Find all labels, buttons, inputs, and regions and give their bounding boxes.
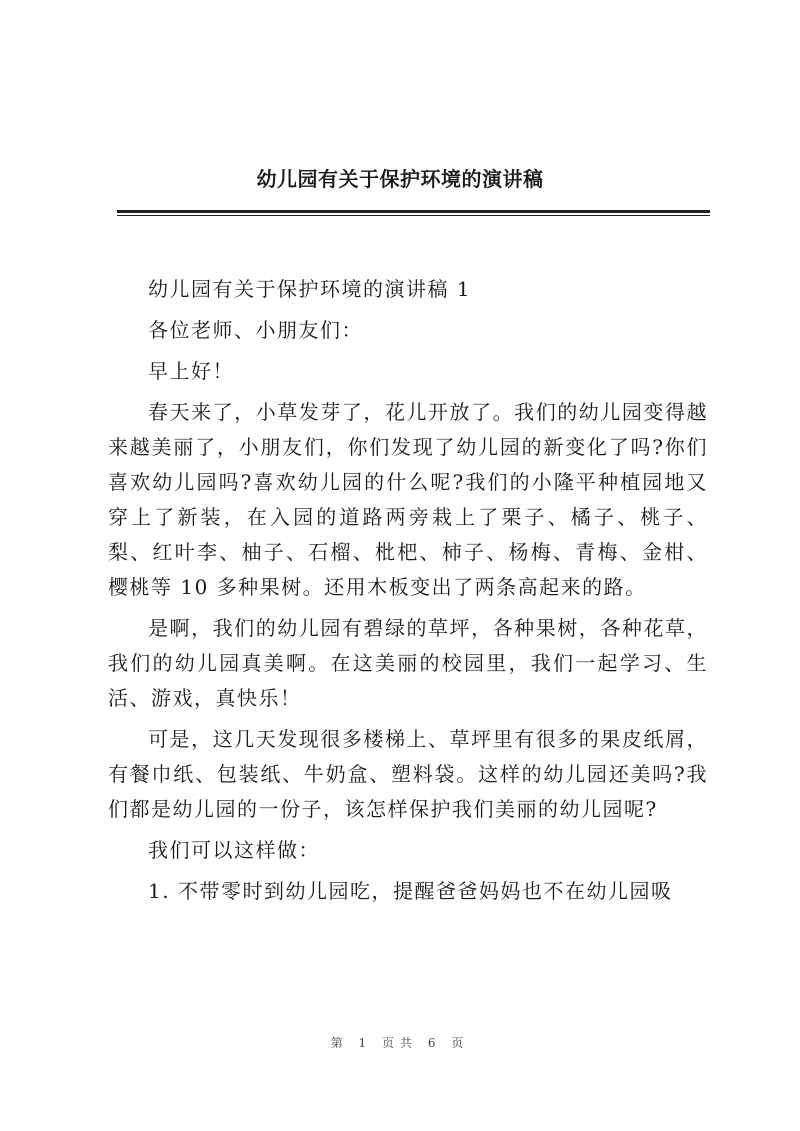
title-divider-thick	[117, 210, 710, 213]
paragraph-spring: 春天来了，小草发芽了，花儿开放了。我们的幼儿园变得越来越美丽了，小朋友们，你们发现了幼儿园的新变化了吗?你们喜欢幼儿园吗?喜欢幼儿园的什么呢?我们的小隆平种植园地又穿上了新装，在入园的道路两旁栽上了栗子、橘子、桃子、梨、红叶李、柚子、石榴、枇杷、柿子、杨梅、青梅、金柑、樱桃等 10 多种果树。还用木板变出了两条高起来的路。	[108, 400, 708, 599]
paragraph-greeting: 早上好！	[148, 359, 234, 383]
paragraph-salutation: 各位老师、小朋友们：	[148, 318, 363, 342]
title-divider-thin	[117, 215, 710, 216]
document-body	[108, 272, 708, 915]
page-footer: 第 1 页共 6 页	[330, 1036, 470, 1050]
paragraph-action-1: 1. 不带零时到幼儿园吃，提醒爸爸妈妈也不在幼儿园吸	[148, 879, 673, 903]
paragraph-campus: 是啊，我们的幼儿园有碧绿的草坪，各种果树，各种花草，我们的幼儿园真美啊。在这美丽的校园里，我们一起学习、生活、游戏，真快乐！	[108, 616, 708, 710]
document-title: 幼儿园有关于保护环境的演讲稿	[256, 167, 544, 191]
paragraph-litter: 可是，这几天发现很多楼梯上、草坪里有很多的果皮纸屑，有餐巾纸、包装纸、牛奶盒、塑料袋。这样的幼儿园还美吗?我们都是幼儿园的一份子，该怎样保护我们美丽的幼儿园呢?	[108, 727, 708, 821]
paragraph-heading: 幼儿园有关于保护环境的演讲稿 1	[148, 277, 472, 301]
paragraph-actions-intro: 我们可以这样做：	[148, 838, 320, 862]
